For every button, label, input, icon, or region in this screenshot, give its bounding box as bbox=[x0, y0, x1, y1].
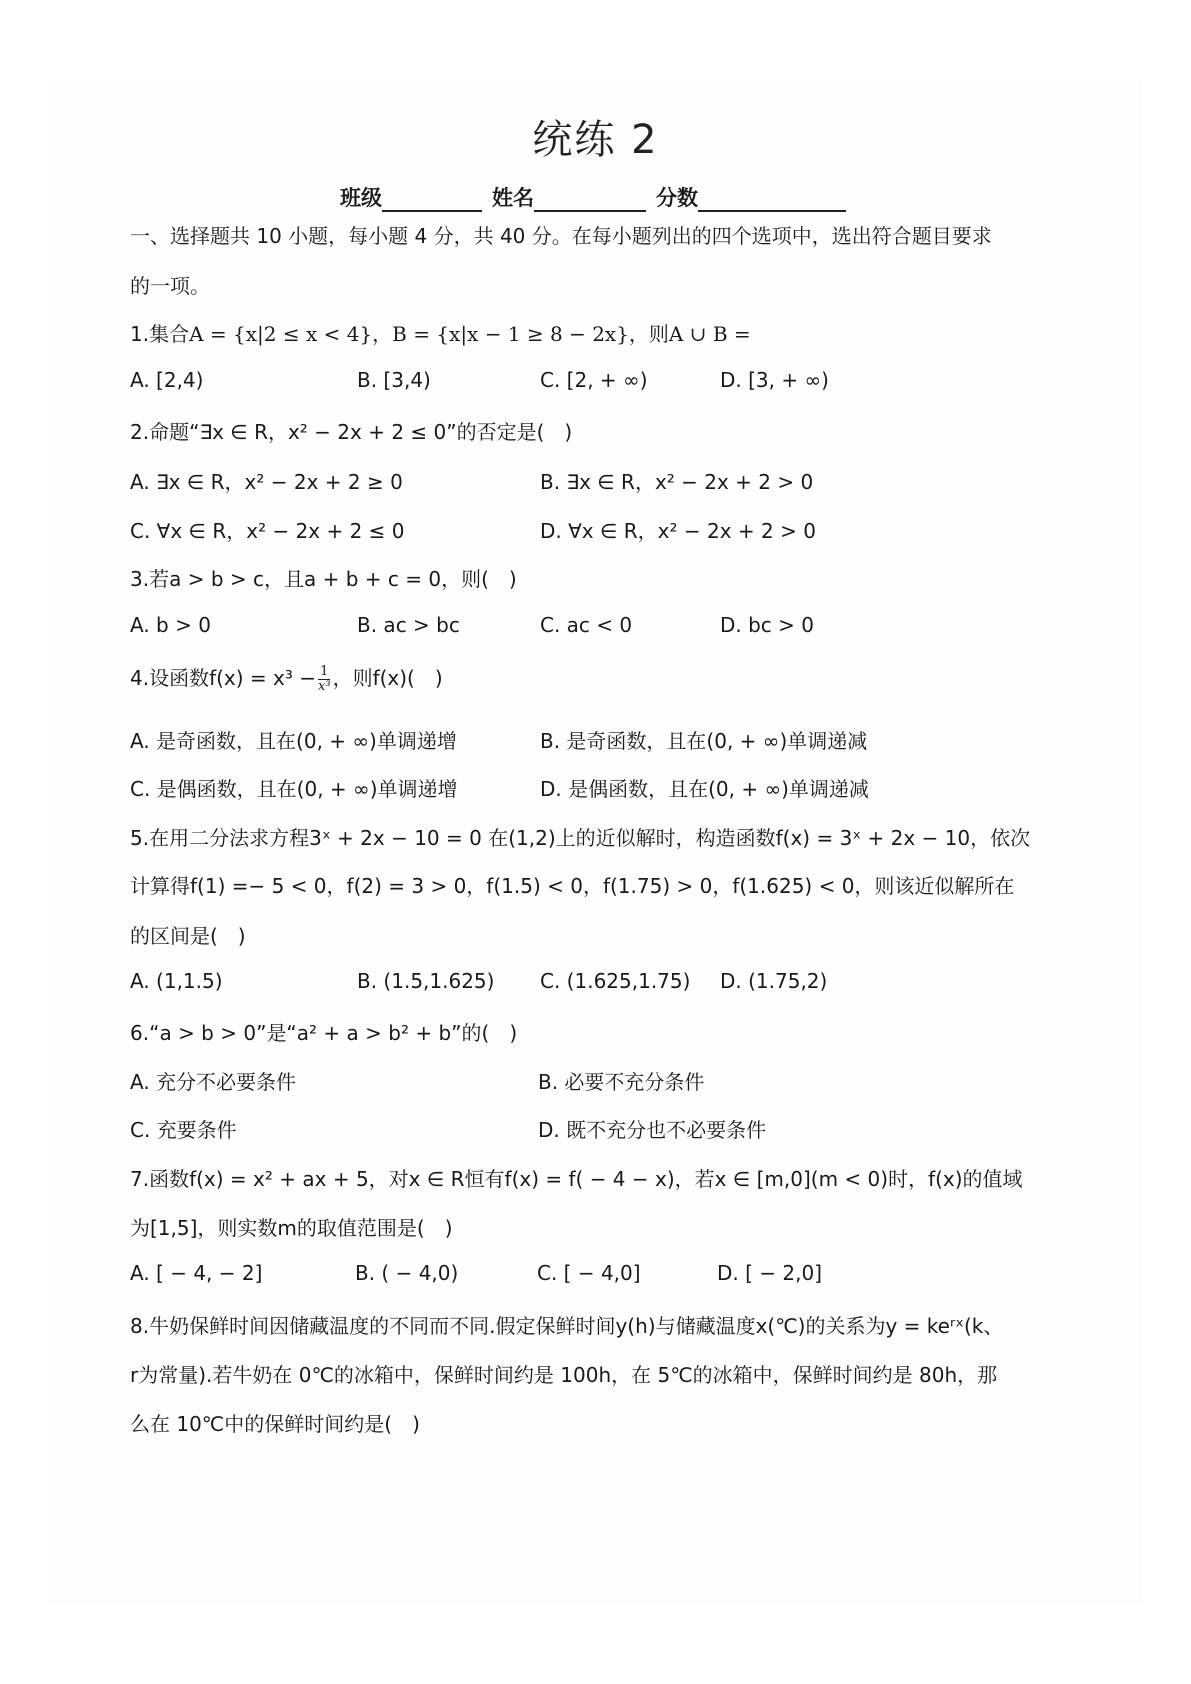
option-a[interactable]: A. [ − 4, − 2] bbox=[130, 1261, 263, 1285]
option-d[interactable]: D. ∀x ∈ R，x² − 2x + 2 > 0 bbox=[540, 519, 816, 543]
option-c[interactable]: C. ∀x ∈ R，x² − 2x + 2 ≤ 0 bbox=[130, 519, 405, 543]
question-8-line-2: r为常量).若牛奶在 0℃的冰箱中，保鲜时间约是 100h，在 5℃的冰箱中，保鲜时间约是 80h，那 bbox=[130, 1363, 998, 1387]
question-stem: “a > b > 0”是“a² + a > b² + b”的( ) bbox=[149, 1021, 518, 1045]
question-7-line-2: 为[1,5]，则实数m的取值范围是( ) bbox=[130, 1216, 453, 1240]
option-d[interactable]: D. [3, + ∞) bbox=[720, 368, 829, 392]
question-stem: 集合A = {x|2 ≤ x < 4}，B = {x|x − 1 ≥ 8 − 2x}，则A ∪ B = bbox=[149, 322, 751, 346]
question-number: 2. bbox=[130, 420, 150, 444]
option-a[interactable]: A. 充分不必要条件 bbox=[130, 1070, 297, 1094]
option-b[interactable]: B. 是奇函数，且在(0, + ∞)单调递减 bbox=[540, 729, 868, 753]
question-4 bbox=[130, 662, 443, 694]
question-5 bbox=[130, 822, 1030, 851]
option-a[interactable]: A. [2,4) bbox=[130, 368, 204, 392]
option-b[interactable]: B. [3,4) bbox=[357, 368, 431, 392]
section-heading-cont: 的一项。 bbox=[130, 274, 210, 298]
option-a[interactable]: A. (1,1.5) bbox=[130, 969, 223, 993]
option-d[interactable]: D. 是偶函数，且在(0, + ∞)单调递减 bbox=[540, 777, 869, 801]
question-stem: 设函数f(x) = x³ − bbox=[149, 666, 317, 690]
option-d[interactable]: D. [ − 2,0] bbox=[717, 1261, 822, 1285]
option-b[interactable]: B. ∃x ∈ R，x² − 2x + 2 > 0 bbox=[540, 470, 814, 494]
option-b[interactable]: B. 必要不充分条件 bbox=[538, 1070, 705, 1094]
option-d[interactable]: D. 既不充分也不必要条件 bbox=[538, 1118, 767, 1142]
question-stem-suffix: ，则f(x)( ) bbox=[332, 666, 443, 690]
option-d[interactable]: D. bc > 0 bbox=[720, 613, 815, 637]
class-label: 班级 bbox=[340, 186, 382, 210]
question-2 bbox=[130, 416, 572, 445]
question-5-line-2: 计算得f(1) =− 5 < 0，f(2) = 3 > 0，f(1.5) < 0，f(1.75) > 0，f(1.625) < 0，则该近似解所在 bbox=[130, 874, 1015, 898]
section-heading: 一、选择题共 10 小题，每小题 4 分，共 40 分。在每小题列出的四个选项中，选出符合题目要求 bbox=[130, 224, 992, 248]
question-stem: 若a > b > c，且a + b + c = 0，则( ) bbox=[149, 567, 517, 591]
question-number: 8. bbox=[130, 1314, 150, 1338]
question-number: 7. bbox=[130, 1167, 150, 1191]
option-d[interactable]: D. (1.75,2) bbox=[720, 969, 828, 993]
fraction-denominator: x³ bbox=[318, 679, 331, 694]
page-title: 统练 2 bbox=[532, 117, 659, 163]
question-stem: 函数f(x) = x² + ax + 5，对x ∈ R恒有f(x) = f( − 4 − x)，若x ∈ [m,0](m < 0)时，f(x)的值域 bbox=[149, 1167, 1023, 1191]
name-field[interactable] bbox=[534, 188, 646, 212]
question-stem: 在用二分法求方程3ˣ + 2x − 10 = 0 在(1,2)上的近似解时，构造函数f(x) = 3ˣ + 2x − 10，依次 bbox=[149, 826, 1031, 850]
class-field[interactable] bbox=[382, 188, 482, 212]
fraction-numerator: 1 bbox=[320, 664, 329, 679]
option-b[interactable]: B. ac > bc bbox=[357, 613, 460, 637]
option-c[interactable]: C. 是偶函数，且在(0, + ∞)单调递增 bbox=[130, 777, 458, 801]
question-number: 4. bbox=[130, 666, 150, 690]
option-c[interactable]: C. ac < 0 bbox=[540, 613, 633, 637]
option-a[interactable]: A. b > 0 bbox=[130, 613, 211, 637]
option-c[interactable]: C. (1.625,1.75) bbox=[540, 969, 691, 993]
option-c[interactable]: C. 充要条件 bbox=[130, 1118, 237, 1142]
name-label: 姓名 bbox=[492, 186, 534, 210]
question-3 bbox=[130, 563, 517, 592]
option-c[interactable]: C. [2, + ∞) bbox=[540, 368, 648, 392]
option-b[interactable]: B. ( − 4,0) bbox=[355, 1261, 459, 1285]
question-number: 1. bbox=[130, 322, 150, 346]
question-7 bbox=[130, 1163, 1023, 1192]
question-stem: 牛奶保鲜时间因储藏温度的不同而不同.假定保鲜时间y(h)与储藏温度x(℃)的关系为y = keʳˣ(k、 bbox=[149, 1314, 1004, 1338]
score-label: 分数 bbox=[656, 186, 698, 210]
question-1 bbox=[130, 318, 751, 347]
question-stem: 命题“∃x ∈ R，x² − 2x + 2 ≤ 0”的否定是( ) bbox=[149, 420, 573, 444]
question-5-line-3: 的区间是( ) bbox=[130, 924, 246, 948]
option-a[interactable]: A. ∃x ∈ R，x² − 2x + 2 ≥ 0 bbox=[130, 470, 403, 494]
question-number: 6. bbox=[130, 1021, 150, 1045]
score-field[interactable] bbox=[698, 188, 846, 212]
option-b[interactable]: B. (1.5,1.625) bbox=[357, 969, 495, 993]
question-number: 5. bbox=[130, 826, 150, 850]
question-number: 3. bbox=[130, 567, 150, 591]
option-c[interactable]: C. [ − 4,0] bbox=[537, 1261, 641, 1285]
question-8 bbox=[130, 1310, 1003, 1339]
question-8-line-3: 么在 10℃中的保鲜时间约是( ) bbox=[130, 1412, 420, 1436]
student-info-row bbox=[340, 182, 856, 212]
question-6 bbox=[130, 1017, 517, 1046]
fraction bbox=[318, 665, 331, 694]
option-a[interactable]: A. 是奇函数，且在(0, + ∞)单调递增 bbox=[130, 729, 457, 753]
